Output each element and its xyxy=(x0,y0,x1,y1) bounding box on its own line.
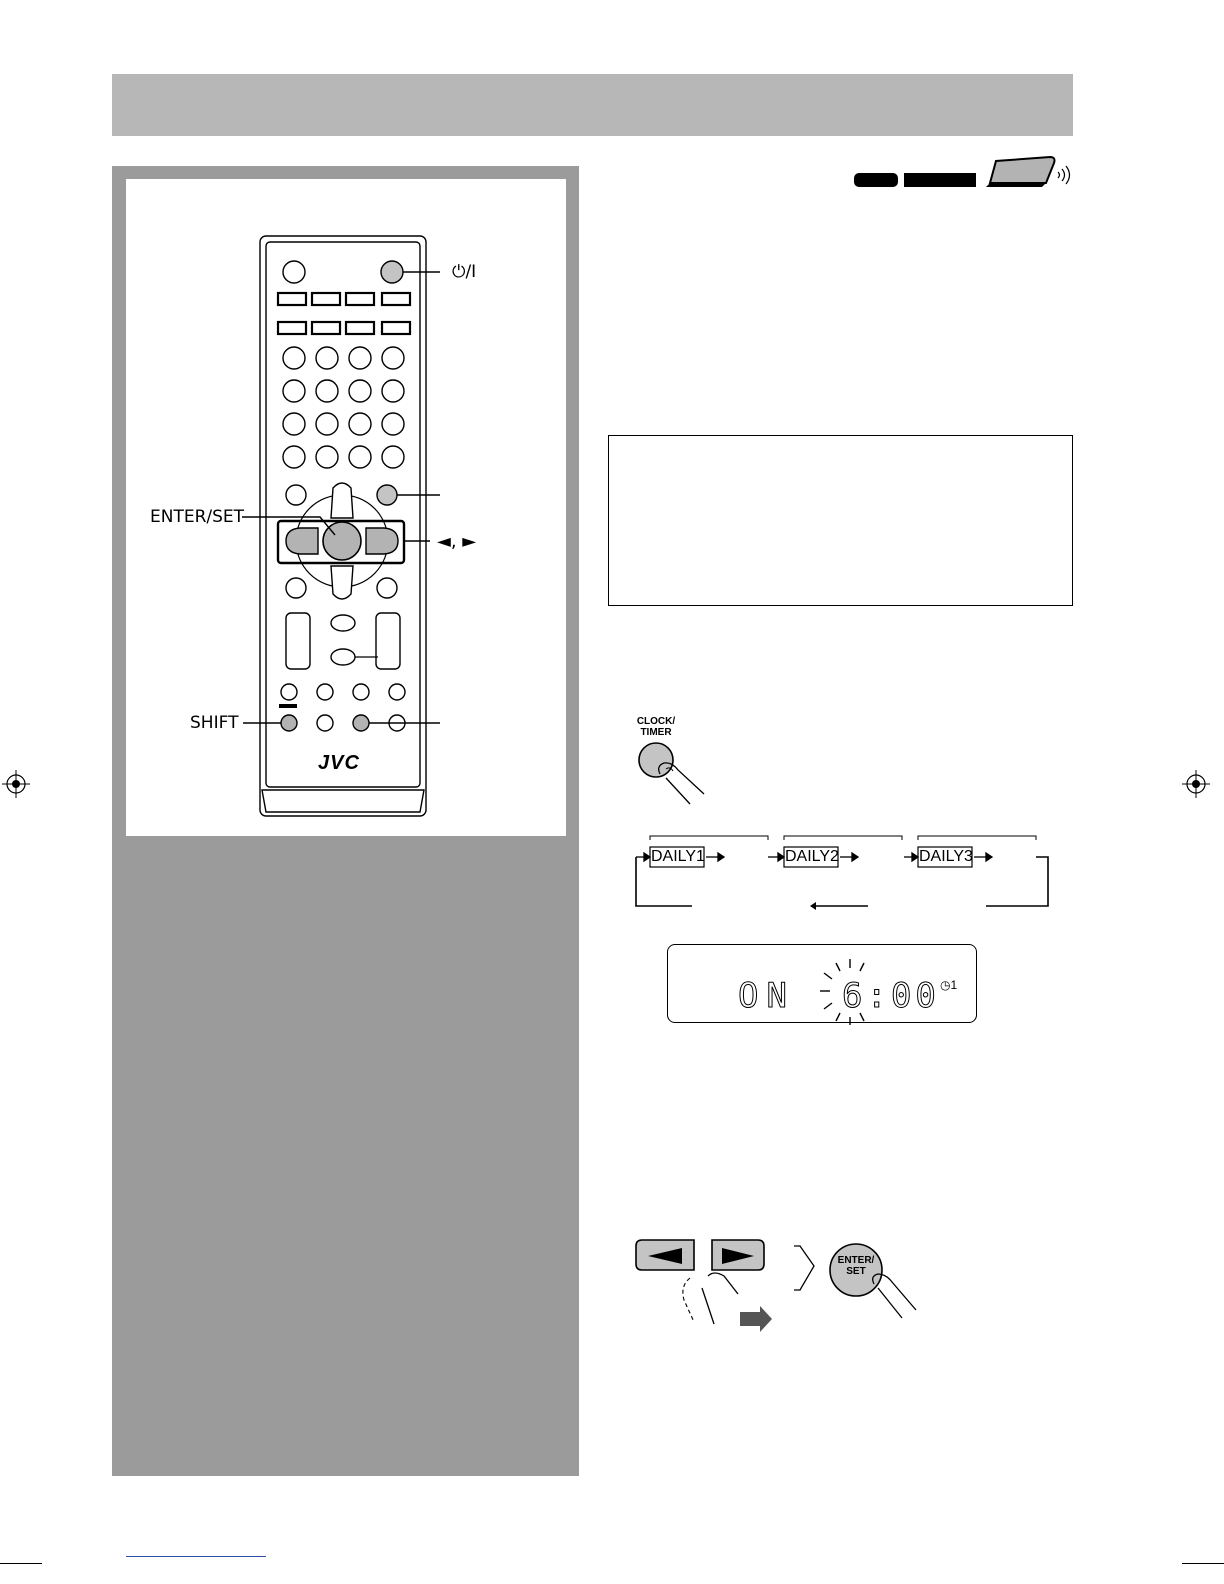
timer-sequence-diagram xyxy=(630,830,1060,910)
brand-logo: JVC xyxy=(318,752,360,774)
sequence-item-daily1: DAILY1 xyxy=(651,848,705,865)
remote-power-button xyxy=(381,261,403,283)
remote-right-key xyxy=(366,528,398,554)
sequence-item-daily2: DAILY2 xyxy=(785,848,839,865)
registration-mark-left-icon xyxy=(2,770,30,798)
move-right-arrow-icon xyxy=(740,1306,772,1332)
clock-icon: ◷ xyxy=(940,978,951,992)
lcd-on-text: ON xyxy=(738,976,795,1016)
remote-down-key xyxy=(331,566,353,599)
remote-mode-indicator xyxy=(850,155,1080,195)
power-label: ⏻/I xyxy=(452,262,477,282)
registration-mark-right-icon xyxy=(1182,770,1210,798)
clock-timer-button-icon xyxy=(639,743,673,777)
lcd-timer-indicator: ◷1 xyxy=(940,978,958,992)
enter-set-caption: ENTER/ SET xyxy=(837,1255,875,1277)
shift-label: SHIFT xyxy=(190,713,239,733)
sequence-item-daily3: DAILY3 xyxy=(919,848,973,865)
remote-shift-key xyxy=(281,715,297,731)
notice-box xyxy=(608,435,1073,606)
remote-left-key xyxy=(286,528,318,554)
signal-icon xyxy=(1058,166,1070,184)
finger-icon xyxy=(708,1273,738,1294)
remote-timer-key xyxy=(353,715,369,731)
mode-pill-2 xyxy=(904,173,976,187)
arrow-keys-label: ◄, ► xyxy=(437,531,477,552)
remote-clock-timer-button xyxy=(377,485,397,505)
remote-up-key xyxy=(331,483,353,518)
mode-pill-1 xyxy=(854,173,898,187)
enter-set-label: ENTER/SET xyxy=(150,507,245,527)
crop-mark-right xyxy=(1182,1563,1224,1564)
remote-top-left-button xyxy=(283,261,305,283)
clock-timer-caption: CLOCK/ TIMER xyxy=(636,716,676,738)
footer-link-rule xyxy=(126,1556,266,1557)
lcd-time: 6:00 xyxy=(842,976,940,1016)
clock-timer-button-press xyxy=(630,738,720,808)
crop-mark-left xyxy=(0,1563,42,1564)
arrow-enter-illustration xyxy=(630,1230,930,1335)
